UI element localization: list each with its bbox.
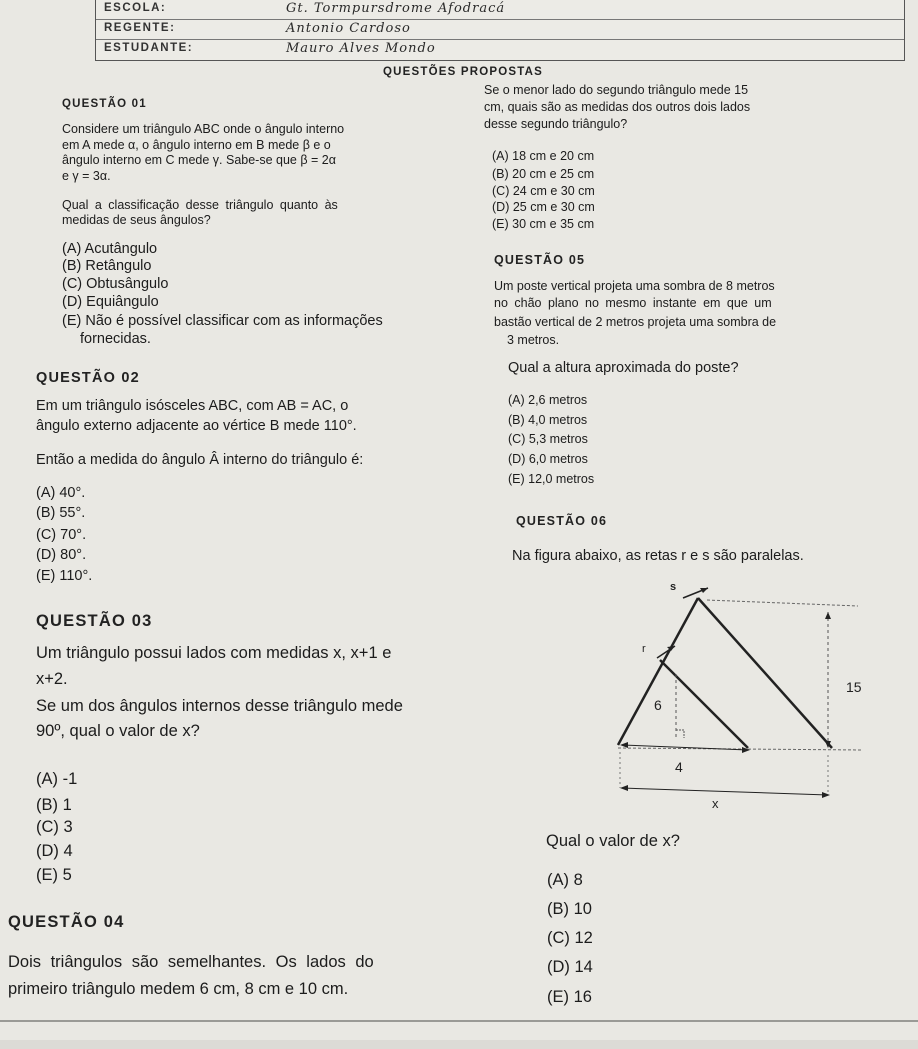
height-15-arrow-up bbox=[825, 612, 831, 619]
q4-option: (E) 30 cm e 35 cm bbox=[492, 217, 595, 231]
q1-option: (B) Retângulo bbox=[62, 258, 152, 274]
q4-option: (A) 18 cm e 20 cm bbox=[492, 149, 595, 163]
q4-cont-line: Se o menor lado do segundo triângulo mede 15 bbox=[484, 83, 749, 97]
q2-option: (C) 70°. bbox=[36, 527, 87, 543]
q5-line: 3 metros. bbox=[507, 333, 560, 347]
q4-title: QUESTÃO 04 bbox=[8, 913, 125, 931]
q1-option: (E) Não é possível classificar com as informações bbox=[62, 313, 383, 329]
teacher-handwritten: Antonio Cardoso bbox=[286, 21, 411, 36]
q3-option: (B) 1 bbox=[36, 796, 72, 814]
q3-line: Um triângulo possui lados com medidas x, x+1 e bbox=[36, 644, 392, 662]
q2-option: (D) 80°. bbox=[36, 547, 87, 563]
label-6: 6 bbox=[654, 697, 662, 713]
label-15: 15 bbox=[846, 679, 862, 695]
q3-line: x+2. bbox=[36, 670, 68, 688]
q4-cont-line: desse segundo triângulo? bbox=[484, 117, 628, 131]
segment-x-arrow-left bbox=[620, 785, 628, 791]
q4-line: Dois triângulos são semelhantes. Os lados do bbox=[8, 953, 374, 971]
label-4: 4 bbox=[675, 759, 683, 775]
segment-x-arrow-right bbox=[822, 792, 830, 798]
triangle-left-side bbox=[618, 598, 698, 745]
q6-option: (C) 12 bbox=[547, 929, 593, 947]
q2-line: Então a medida do ângulo Â interno do triângulo é: bbox=[36, 452, 364, 468]
q1-option: (A) Acutângulo bbox=[62, 241, 158, 257]
q3-option: (A) -1 bbox=[36, 770, 78, 788]
q1-line: Considere um triângulo ABC onde o ângulo interno bbox=[62, 122, 345, 136]
q1-option-cont: fornecidas. bbox=[80, 331, 151, 347]
q2-option: (E) 110°. bbox=[36, 568, 93, 584]
q5-line: Um poste vertical projeta uma sombra de 8 metros bbox=[494, 279, 775, 293]
segment-x bbox=[622, 788, 828, 795]
q1-title: QUESTÃO 01 bbox=[62, 98, 147, 110]
label-x: x bbox=[712, 796, 719, 810]
teacher-row bbox=[96, 20, 904, 40]
parallel-lines-figure bbox=[600, 570, 870, 810]
q4-option: (D) 25 cm e 30 cm bbox=[492, 200, 595, 214]
q1-line: medidas de seus ângulos? bbox=[62, 213, 211, 227]
bottom-rule bbox=[0, 1020, 918, 1022]
q2-line: Em um triângulo isósceles ABC, com AB = AC, o bbox=[36, 398, 349, 414]
q3-line: 90º, qual o valor de x? bbox=[36, 722, 200, 740]
q3-line: Se um dos ângulos internos desse triângulo mede bbox=[36, 697, 403, 715]
q6-option: (E) 16 bbox=[547, 988, 592, 1006]
q1-option: (D) Equiângulo bbox=[62, 294, 159, 310]
label-s: s bbox=[670, 581, 677, 593]
q2-option: (B) 55°. bbox=[36, 505, 86, 521]
q6-option: (D) 14 bbox=[547, 958, 593, 976]
q5-option: (A) 2,6 metros bbox=[508, 393, 588, 407]
q1-line: e γ = 3α. bbox=[62, 169, 111, 183]
q6-question: Qual o valor de x? bbox=[546, 832, 680, 850]
q3-title: QUESTÃO 03 bbox=[36, 612, 153, 630]
q4-option: (B) 20 cm e 25 cm bbox=[492, 167, 595, 181]
line-s-dashed bbox=[707, 600, 858, 606]
student-row bbox=[96, 40, 904, 59]
student-label: ESTUDANTE: bbox=[104, 42, 194, 54]
q4-cont-line: cm, quais são as medidas dos outros dois lados bbox=[484, 100, 751, 114]
q6-title: QUESTÃO 06 bbox=[516, 514, 608, 528]
right-angle-mark bbox=[676, 730, 684, 738]
q5-option: (E) 12,0 metros bbox=[508, 472, 595, 486]
segment-4-arrow-left bbox=[620, 742, 628, 748]
line-r bbox=[660, 660, 748, 748]
teacher-label: REGENTE: bbox=[104, 22, 176, 34]
label-r: r bbox=[642, 643, 646, 655]
q1-option: (C) Obtusângulo bbox=[62, 276, 169, 292]
q2-line: ângulo externo adjacente ao vértice B mede 110°. bbox=[36, 418, 357, 434]
triangle-right-side bbox=[698, 598, 832, 748]
student-header bbox=[95, 0, 905, 61]
segment-4 bbox=[622, 745, 748, 750]
q2-option: (A) 40°. bbox=[36, 485, 86, 501]
student-handwritten: Mauro Alves Mondo bbox=[286, 41, 436, 56]
q5-title: QUESTÃO 05 bbox=[494, 253, 586, 267]
q1-line: Qual a classificação desse triângulo quanto às bbox=[62, 198, 338, 212]
q3-option: (C) 3 bbox=[36, 818, 73, 836]
q5-option: (B) 4,0 metros bbox=[508, 413, 588, 427]
q3-option: (D) 4 bbox=[36, 842, 73, 860]
q5-line: no chão plano no mesmo instante em que um bbox=[494, 296, 772, 310]
q1-line: ângulo interno em C mede γ. Sabe-se que β = 2α bbox=[62, 153, 336, 167]
q2-title: QUESTÃO 02 bbox=[36, 370, 140, 386]
q3-option: (E) 5 bbox=[36, 866, 72, 884]
q5-line: bastão vertical de 2 metros projeta uma sombra de bbox=[494, 315, 777, 329]
school-row bbox=[96, 0, 904, 20]
q5-question: Qual a altura aproximada do poste? bbox=[508, 360, 739, 376]
q4-line: primeiro triângulo medem 6 cm, 8 cm e 10 cm. bbox=[8, 980, 349, 998]
school-label: ESCOLA: bbox=[104, 2, 167, 14]
school-handwritten: Gt. Tormpursdrome Afodracá bbox=[286, 1, 506, 16]
segment-4-arrow-right bbox=[742, 747, 750, 753]
q1-line: em A mede α, o ângulo interno em B mede β e o bbox=[62, 138, 331, 152]
q6-option: (B) 10 bbox=[547, 900, 592, 918]
page-bottom-edge bbox=[0, 1040, 918, 1049]
q6-option: (A) 8 bbox=[547, 871, 583, 889]
q5-option: (D) 6,0 metros bbox=[508, 452, 588, 466]
q5-option: (C) 5,3 metros bbox=[508, 432, 588, 446]
q6-intro: Na figura abaixo, as retas r e s são paralelas. bbox=[512, 548, 804, 564]
page-title: QUESTÕES PROPOSTAS bbox=[383, 66, 544, 78]
q4-option: (C) 24 cm e 30 cm bbox=[492, 184, 595, 198]
